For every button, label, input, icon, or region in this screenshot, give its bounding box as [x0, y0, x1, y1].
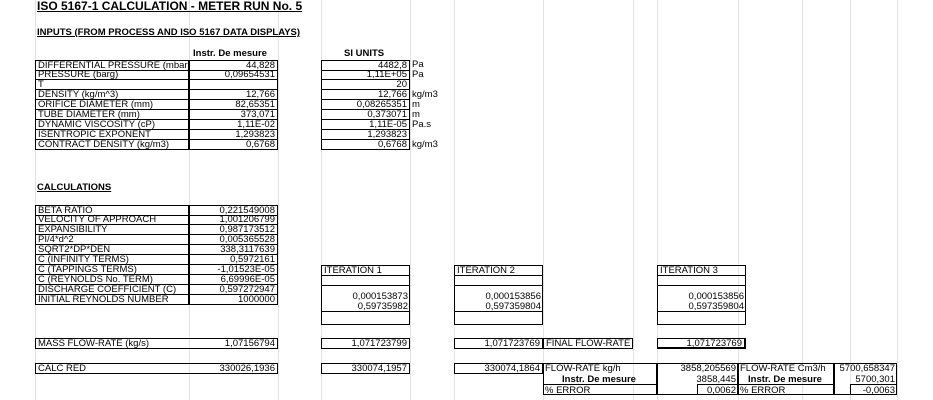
divider — [657, 311, 746, 312]
mass-flow-label: MASS FLOW-RATE (kg/s) — [38, 338, 150, 349]
divider — [454, 311, 543, 312]
iteration-flow-cell — [657, 338, 746, 349]
final-flow-label: FINAL FLOW-RATE — [546, 338, 631, 349]
calc-value: 0,5972161 — [230, 254, 275, 265]
calc-label: C (TAPPINGS TERMS) — [38, 264, 137, 275]
input-si-value: 0,6768 — [377, 139, 407, 150]
si-column-header: SI UNITS — [344, 48, 385, 59]
calc-value: 6,69996E-05 — [220, 274, 275, 285]
iteration-label: ITERATION 2 — [457, 265, 515, 276]
grid-line — [897, 0, 898, 400]
calc-label: SQRT2*DP*DEN — [38, 244, 111, 255]
flow-cm-instr-label: Instr. De mesure — [748, 374, 822, 385]
inputs-header: INPUTS (FROM PROCESS AND ISO 5167 DATA DISPLAYS) — [37, 27, 301, 38]
flow-kg-error-value: 0,0062 — [706, 385, 736, 396]
final-flow-label-cell — [543, 338, 633, 349]
input-si-value: 1,11E-05 — [369, 119, 407, 130]
divider — [738, 384, 834, 385]
input-instr-value: 373,071 — [240, 109, 275, 120]
grid-line — [802, 0, 803, 400]
calc-value: 0,005365528 — [219, 234, 275, 245]
mass-flow-value: 1,07156794 — [224, 338, 275, 349]
input-instr-value: 82,65351 — [235, 99, 275, 110]
calc-label: INITIAL REYNOLDS NUMBER — [38, 294, 169, 305]
input-label: T — [38, 79, 44, 90]
iteration-reynolds-term: 0,000153856 — [485, 291, 541, 302]
divider — [543, 384, 657, 385]
calc-value: 0,221549008 — [219, 205, 275, 216]
page-title: ISO 5167-1 CALCULATION - METER RUN No. 5 — [37, 0, 303, 13]
input-row — [35, 70, 189, 80]
calc-row — [35, 295, 189, 305]
iteration-discharge: 0,597359804 — [688, 301, 744, 312]
calc-label: C (REYNOLDS No. TERM) — [38, 274, 153, 285]
iteration-flow-cell — [321, 338, 410, 349]
input-instr-value: 0,6768 — [245, 139, 275, 150]
flow-kg-error-label: % ERROR — [545, 385, 591, 396]
calc-value: 338,3117639 — [220, 244, 275, 255]
input-unit: Pa — [412, 59, 424, 70]
iteration-flow-cell — [454, 338, 543, 349]
input-instr-cell — [189, 70, 278, 80]
flow-kg-value: 3858,205569 — [680, 363, 736, 374]
calc-value-cell — [189, 295, 278, 305]
flow-cm-label: FLOW-RATE Cm3/h — [740, 363, 826, 374]
calc-label: EXPANSIBILITY — [38, 224, 108, 235]
grid-line — [850, 0, 851, 400]
flow-kg-instr-label: Instr. De mesure — [562, 374, 636, 385]
input-si-value: 20 — [396, 79, 407, 90]
input-label: DYNAMIC VISCOSITY (cP) — [38, 119, 156, 130]
input-instr-cell — [189, 140, 278, 150]
input-unit: kg/m3 — [412, 89, 438, 100]
flow-kg-instr-value: 3858,445 — [696, 374, 736, 385]
iteration-red: 330074,1957 — [351, 363, 407, 374]
input-unit: m — [412, 109, 420, 120]
flow-cm-error-value: -0,0063 — [862, 385, 895, 396]
iteration-flow: 1,071723769 — [686, 338, 742, 349]
iteration-red-cell — [454, 363, 543, 374]
grid-line — [410, 0, 411, 400]
iteration-reynolds-term: 0,000153873 — [352, 291, 408, 302]
calc-label: DISCHARGE COEFFICIENT (C) — [38, 284, 177, 295]
input-unit: Pa — [412, 69, 424, 80]
input-label: DENSITY (kg/m^3) — [38, 89, 119, 100]
iteration-label: ITERATION 3 — [660, 265, 718, 276]
grid-line — [633, 0, 634, 400]
input-instr-value: 1,293823 — [235, 129, 275, 140]
calc-red-row — [35, 363, 278, 374]
input-si-value: 0,373071 — [367, 109, 407, 120]
input-instr-value: 0,09654531 — [224, 69, 275, 80]
input-unit: m — [412, 99, 420, 110]
input-unit: kg/m3 — [412, 139, 438, 150]
calc-value: 0,987173512 — [219, 224, 275, 235]
flow-kg-label: FLOW-RATE kg/h — [545, 363, 621, 374]
input-label: ORIFICE DIAMETER (mm) — [38, 99, 154, 110]
input-instr-value: 1,11E-02 — [237, 119, 275, 130]
calculations-header: CALCULATIONS — [37, 182, 112, 193]
iteration-red: 330074,1864 — [484, 363, 540, 374]
input-si-value: 0,08265351 — [356, 99, 407, 110]
divider — [321, 311, 410, 312]
input-label: TUBE DIAMETER (mm) — [38, 109, 140, 120]
grid-line — [278, 0, 279, 400]
iteration-discharge: 0,597359804 — [485, 301, 541, 312]
calc-red-label: CALC RED — [38, 363, 87, 374]
input-si-value: 12,766 — [377, 89, 407, 100]
input-instr-value: 12,766 — [245, 89, 275, 100]
calc-value: 0,597272947 — [219, 284, 275, 295]
input-label: CONTRACT DENSITY (kg/m3) — [38, 139, 170, 150]
input-row — [35, 140, 189, 150]
iteration-reynolds-term: 0,000153856 — [688, 291, 744, 302]
calc-label: BETA RATIO — [38, 205, 93, 216]
instr-column-header: Instr. De mesure — [193, 48, 267, 59]
input-label: PRESSURE (barg) — [38, 69, 119, 80]
calc-value: -1,01523E-05 — [217, 264, 275, 275]
calc-value: 1,001206799 — [219, 214, 275, 225]
calc-label: C (INFINITY TERMS) — [38, 254, 129, 265]
iteration-flow: 1,071723799 — [351, 338, 407, 349]
calc-value: 1000000 — [238, 294, 275, 305]
flow-cm-instr-value: 5700,301 — [855, 374, 895, 385]
iteration-discharge: 0,59735982 — [357, 301, 408, 312]
input-si-value: 4482,8 — [377, 60, 407, 71]
calc-label: VELOCITY OF APPROACH — [38, 214, 157, 225]
input-unit: Pa.s — [412, 119, 432, 130]
iteration-label: ITERATION 1 — [324, 265, 382, 276]
input-si-cell — [321, 140, 410, 150]
input-label: DIFFERENTIAL PRESSURE (mbar) — [38, 60, 191, 71]
input-si-value: 1,11E+05 — [366, 69, 407, 80]
input-instr-value: 44,828 — [245, 60, 275, 71]
flow-cm-value: 5700,658347 — [839, 363, 895, 374]
calc-label: PI/4*d^2 — [38, 234, 74, 245]
input-si-value: 1,293823 — [367, 129, 407, 140]
iteration-red-cell — [321, 363, 410, 374]
input-label: ISENTROPIC EXPONENT — [38, 129, 151, 140]
calc-red-value: 330026,1936 — [219, 363, 275, 374]
mass-flow-row — [35, 338, 278, 349]
flow-cm-error-label: % ERROR — [740, 385, 786, 396]
iteration-flow: 1,071723769 — [484, 338, 540, 349]
